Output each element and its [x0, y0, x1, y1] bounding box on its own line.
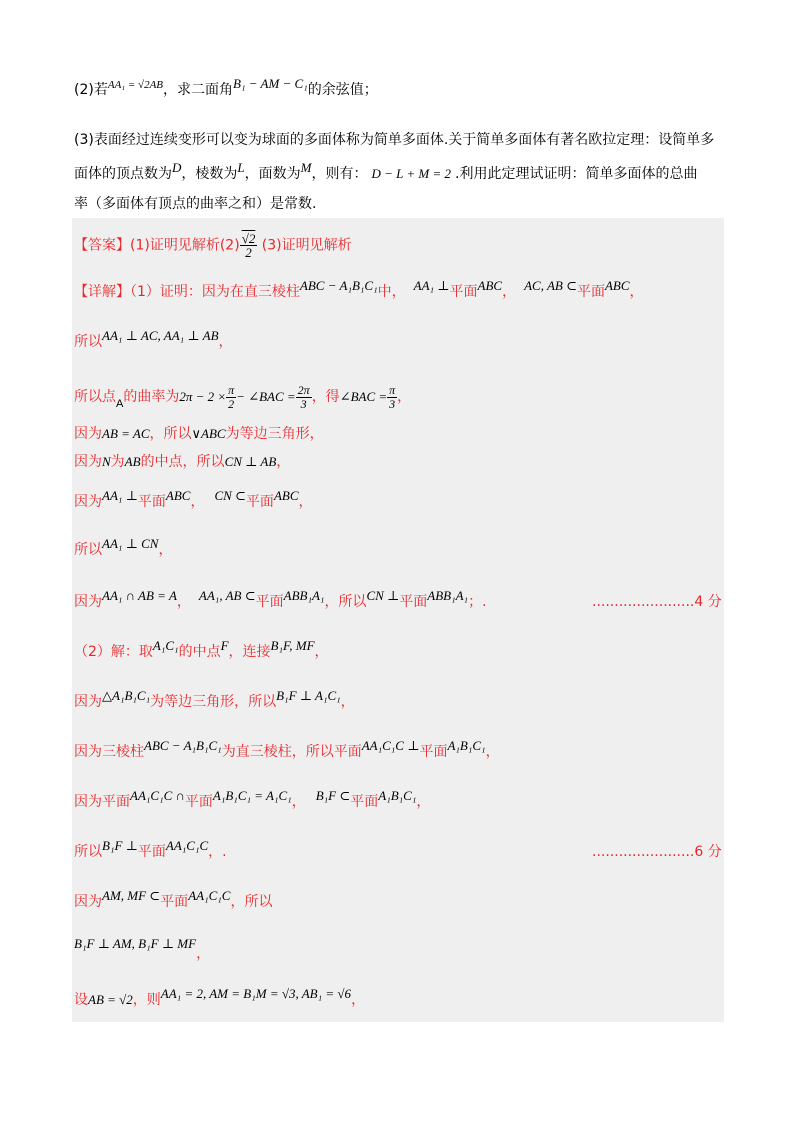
detail-l1-plane-1: 平面 [449, 284, 478, 300]
detail-l8-comma-1: ， [176, 594, 191, 610]
detail-l11-text-c: 为直三棱柱，所以平面 [221, 744, 362, 760]
detail-l3-text-b: 的曲率为 [123, 389, 180, 405]
q2-condition: AA₁ = √2AB [107, 79, 164, 91]
detail-l1-abc-1: ABC [477, 278, 503, 293]
detail-l14-text-a: 因为 [74, 894, 102, 910]
answer-part-2-fraction [240, 232, 258, 259]
q2-post-text: 的余弦值； [307, 82, 378, 98]
detail-l11-perp: AA₁C₁C ⊥ [361, 738, 420, 753]
detail-line-6 [74, 488, 313, 512]
detail-l1-comma-1: ， [502, 284, 517, 300]
detail-l6-abc-1: ABC [165, 488, 191, 503]
answer-line [74, 232, 352, 259]
detail-line-5 [74, 452, 290, 472]
detail-l12-intersect: AA₁C₁C ∩ [130, 788, 185, 803]
detail-line-2 [74, 328, 233, 352]
detail-l5-comma: ， [276, 454, 291, 470]
detail-l14-subset: AM, MF ⊂ [102, 888, 161, 903]
detail-l7-comma: ， [158, 542, 173, 558]
detail-l14-plane: 平面 [160, 894, 189, 910]
detail-line-15 [74, 934, 211, 962]
fraction-numerator: π [389, 382, 396, 397]
detail-l13-end: ，. [208, 844, 227, 860]
detail-l1-plane-2: 平面 [576, 284, 605, 300]
score-6-points: .......................6 分 [592, 844, 722, 860]
detail-l12-comma-2: ， [416, 794, 431, 810]
question-3-line-2 [74, 160, 698, 184]
detail-l15-comma: ， [196, 946, 211, 962]
detail-l12-plane-2: 平面 [350, 794, 379, 810]
detail-l8-text-g: ，所以 [324, 594, 367, 610]
detail-l12-comma-1: ， [291, 794, 306, 810]
detail-l14-text-e: ，所以 [230, 894, 273, 910]
fraction-numerator: 2π [297, 382, 310, 397]
detail-line-7 [74, 536, 173, 560]
detail-l12-text-a: 因为平面 [74, 794, 130, 810]
q2-mid-text: ，求二面角 [163, 82, 234, 98]
q3-var-d: D [172, 160, 182, 175]
detail-l9-a1c1: A₁C₁ [152, 638, 179, 653]
detail-l4-triangle: ∨ABC [191, 426, 226, 441]
detail-l7-text-a: 所以 [74, 542, 102, 558]
detail-l1-subset: AC, AB ⊂ [524, 278, 577, 293]
detail-l3-fraction-pi-3 [387, 384, 397, 411]
fraction-numerator: √2 [241, 231, 256, 246]
detail-l3-expr-b: − ∠BAC = [236, 389, 296, 404]
detail-l6-abc-2: ABC [273, 488, 299, 503]
detail-l3-angle: ∠BAC = [339, 389, 388, 404]
detail-l13-plane: 平面 [137, 844, 166, 860]
detail-l12-eq: A₁B₁C₁ = A₁C₁ [212, 788, 292, 803]
q3-text-a: 面体的顶点数为 [74, 166, 172, 182]
detail-l4-text-c: ，所以 [149, 426, 192, 442]
detail-l6-subset: CN ⊂ [214, 488, 246, 503]
q3-text-b: ，棱数为 [181, 166, 238, 182]
detail-l6-plane-2: 平面 [245, 494, 274, 510]
detail-l16-comma: ， [351, 992, 366, 1008]
answer-part-3: (3)证明见解析 [261, 237, 352, 254]
detail-l8-subset: AA₁, AB ⊂ [198, 588, 256, 603]
detail-line-3 [74, 380, 411, 415]
fraction-denominator: 2 [245, 245, 252, 260]
q3-euler-equation: D − L + M = 2 [371, 166, 451, 181]
detail-l12-subset: B₁F ⊂ [315, 788, 351, 803]
detail-l9-segments: B₁F, MF [270, 638, 315, 653]
detail-l11-prism: ABC − A₁B₁C₁ [144, 738, 222, 753]
detail-l13-text-a: 所以 [74, 844, 102, 860]
fraction-denominator: 2 [228, 396, 235, 411]
detail-l6-comma-2: ， [298, 494, 313, 510]
detail-line-12 [74, 788, 431, 812]
detail-line-10 [74, 688, 355, 712]
detail-l4-text-a: 因为 [74, 426, 102, 442]
detail-l3-point-a: A [116, 398, 124, 410]
answer-label: 【答案】 [74, 237, 130, 254]
detail-l1-text-b: 中， [377, 284, 406, 300]
detail-l1-abc-2: ABC [604, 278, 630, 293]
q3-text-d: ，则有： [311, 166, 368, 182]
detail-l8-text-a: 因为 [74, 594, 102, 610]
detail-line-11 [74, 738, 500, 762]
q3-var-m: M [300, 160, 312, 175]
detail-label: 【详解】 [74, 284, 130, 300]
detail-l11-a1b1c1: A₁B₁C₁ [447, 738, 486, 753]
detail-l9-text-d: ，连接 [228, 644, 271, 660]
q3-text-e: .利用此定理试证明：简单多面体的总曲 [455, 166, 698, 182]
detail-l10-text-a: 因为 [74, 694, 102, 710]
detail-l9-comma: ， [314, 644, 329, 660]
detail-line-14 [74, 888, 273, 912]
detail-l8-intersect: AA₁ ∩ AB = A [102, 588, 177, 603]
detail-l3-text-a: 所以点 [74, 389, 116, 405]
detail-l10-text-c: 为等边三角形，所以 [150, 694, 277, 710]
detail-line-13 [74, 838, 227, 862]
detail-l3-expr-a: 2π − 2 × [179, 389, 227, 404]
detail-l12-plane-1: 平面 [184, 794, 213, 810]
detail-l6-perp: AA₁ ⊥ [102, 488, 138, 503]
detail-l4-eq: AB = AC [102, 426, 150, 441]
fraction-denominator: 3 [300, 396, 307, 411]
detail-l13-aa1c1c: AA₁C₁C [165, 838, 209, 853]
detail-line-8 [74, 588, 487, 612]
fraction-numerator: π [228, 382, 235, 397]
detail-l7-formula: AA₁ ⊥ CN [102, 536, 159, 551]
detail-l5-text-b: 为 [110, 454, 125, 470]
answer-part-2-prefix: (2) [219, 237, 240, 254]
detail-l16-text-a: 设 [74, 992, 88, 1008]
detail-l10-triangle: △A₁B₁C₁ [102, 688, 151, 703]
detail-l6-plane-1: 平面 [137, 494, 166, 510]
detail-l5-text-a: 因为 [74, 454, 102, 470]
detail-l11-text-a: 因为三棱柱 [74, 744, 144, 760]
detail-l11-comma: ， [485, 744, 500, 760]
detail-l9-f: F [220, 638, 229, 653]
question-3-line-3: 率（多面体有顶点的曲率之和）是常数. [74, 196, 317, 212]
detail-l8-perp: CN ⊥ [366, 588, 400, 603]
detail-l1-perp: AA₁ ⊥ [413, 278, 450, 293]
detail-line-9 [74, 638, 329, 662]
detail-line-16 [74, 986, 366, 1010]
detail-l10-comma: ， [340, 694, 355, 710]
detail-l2-comma: ， [218, 334, 233, 350]
detail-l2-formula: AA₁ ⊥ AC, AA₁ ⊥ AB [102, 328, 219, 343]
detail-l11-plane: 平面 [419, 744, 448, 760]
detail-l4-text-e: 为等边三角形， [225, 426, 324, 442]
detail-l9-text-a: （2）解：取 [74, 644, 153, 660]
detail-l8-end: ；. [468, 594, 487, 610]
detail-l3-comma: ， [397, 389, 412, 405]
detail-l1-prism: ABC − A₁B₁C₁ [299, 278, 378, 293]
question-3-line-1: (3)表面经过连续变形可以变为球面的多面体称为简单多面体.关于简单多面体有著名欧拉定理：设简单多 [74, 132, 715, 148]
detail-line-4 [74, 424, 324, 444]
fraction-denominator: 3 [389, 396, 396, 411]
detail-l15-formula: B₁F ⊥ AM, B₁F ⊥ MF [74, 936, 197, 951]
detail-l6-text-a: 因为 [74, 494, 102, 510]
detail-l3-fraction-2pi-3 [296, 384, 312, 411]
detail-l9-text-c: 的中点 [178, 644, 221, 660]
detail-l8-plane-1: 平面 [255, 594, 284, 610]
detail-l16-ab-eq: AB = √2 [88, 992, 133, 1007]
q2-prefix: (2)若 [74, 82, 108, 98]
detail-l13-perp: B₁F ⊥ [102, 838, 138, 853]
detail-l8-abba-1: ABB₁A₁ [283, 588, 325, 603]
detail-l2-text-a: 所以 [74, 334, 102, 350]
detail-l5-n: N [102, 454, 111, 469]
score-4-points: .......................4 分 [592, 594, 722, 610]
detail-l3-fraction-pi-2 [226, 384, 236, 411]
detail-l5-perp: CN ⊥ AB [224, 454, 277, 469]
detail-l14-aa1c1c: AA₁C₁C [188, 888, 231, 903]
detail-l1-text-a: （1）证明：因为在直三棱柱 [130, 284, 300, 300]
detail-l1-comma-2: ， [629, 284, 644, 300]
detail-l16-text-c: ，则 [132, 992, 161, 1008]
detail-l16-values: AA₁ = 2, AM = B₁M = √3, AB₁ = √6 [160, 986, 352, 1001]
detail-l10-perp: B₁F ⊥ A₁C₁ [276, 688, 341, 703]
detail-l5-ab: AB [124, 454, 141, 469]
detail-l8-abba-2: ABB₁A₁ [427, 588, 469, 603]
q3-text-c: ，面数为 [244, 166, 301, 182]
q2-angle: B₁ − AM − C₁ [233, 76, 308, 91]
detail-l8-plane-2: 平面 [399, 594, 428, 610]
detail-l5-text-c: 的中点，所以 [140, 454, 225, 470]
question-2-line [74, 76, 378, 101]
q3-var-l: L [237, 160, 245, 175]
answer-part-1: (1)证明见解析 [130, 237, 220, 254]
detail-l3-text-e: ，得 [311, 389, 340, 405]
detail-line-1 [74, 278, 644, 302]
detail-l12-a1b1c1: A₁B₁C₁ [378, 788, 417, 803]
detail-l6-comma-1: ， [190, 494, 205, 510]
